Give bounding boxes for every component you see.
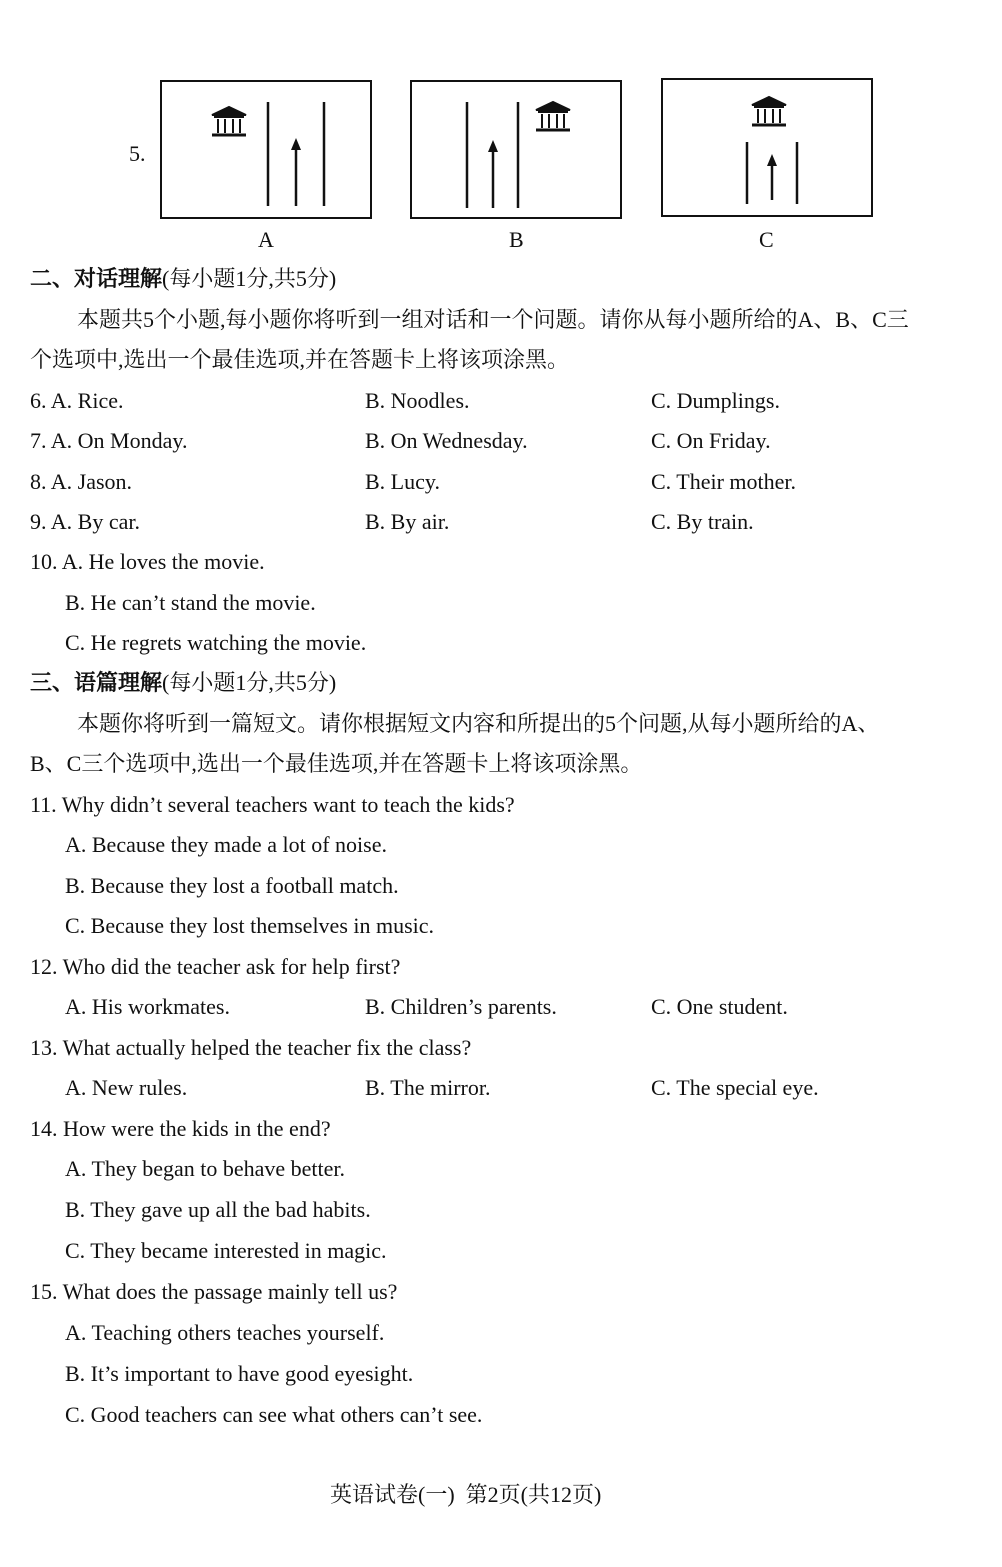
q13-stem: 13. What actually helped the teacher fix the class? xyxy=(30,1035,472,1060)
q12-option-c: C. One student. xyxy=(651,994,788,1019)
q9-option-b: B. By air. xyxy=(365,509,450,534)
q10-option-a: 10. A. He loves the movie. xyxy=(30,549,265,574)
q5-picture-b-drawing xyxy=(412,82,624,221)
q7-option-a: 7. A. On Monday. xyxy=(30,428,188,453)
q11-option-a: A. Because they made a lot of noise. xyxy=(65,832,387,857)
q6-option-c: C. Dumplings. xyxy=(651,388,780,413)
q9-option-c: C. By train. xyxy=(651,509,754,534)
section2-instruction-1: 本题共5个小题,每小题你将听到一组对话和一个问题。请你从每小题所给的A、B、C三 xyxy=(77,307,909,332)
direction-arrow xyxy=(767,154,777,200)
section2-title: 二、对话理解 xyxy=(30,266,163,291)
q12-option-b: B. Children’s parents. xyxy=(365,994,557,1019)
page-footer: 英语试卷(一) 第2页(共12页) xyxy=(330,1482,602,1507)
q14-option-b: B. They gave up all the bad habits. xyxy=(65,1197,371,1222)
direction-arrow xyxy=(488,140,498,208)
q5-number: 5. xyxy=(129,141,146,166)
q11-option-b: B. Because they lost a football match. xyxy=(65,873,399,898)
section3-instruction-2: B、C三个选项中,选出一个最佳选项,并在答题卡上将该项涂黑。 xyxy=(30,751,643,776)
q13-option-c: C. The special eye. xyxy=(651,1075,819,1100)
q14-stem: 14. How were the kids in the end? xyxy=(30,1116,331,1141)
q11-stem: 11. Why didn’t several teachers want to teach the kids? xyxy=(30,792,515,817)
q5-picture-a-drawing xyxy=(162,82,374,221)
q5-picture-c-drawing xyxy=(663,80,875,222)
section3-instruction-1: 本题你将听到一篇短文。请你根据短文内容和所提出的5个问题,从每小题所给的A、 xyxy=(77,711,880,736)
section2-instruction-2: 个选项中,选出一个最佳选项,并在答题卡上将该项涂黑。 xyxy=(30,347,570,372)
section3-heading xyxy=(30,670,336,696)
section3-title: 三、语篇理解 xyxy=(30,670,163,695)
q11-option-c: C. Because they lost themselves in music. xyxy=(65,913,435,938)
q6-option-a: 6. A. Rice. xyxy=(30,388,124,413)
q5-picture-c xyxy=(661,78,873,217)
q15-option-a: A. Teaching others teaches yourself. xyxy=(65,1320,385,1345)
q13-option-b: B. The mirror. xyxy=(365,1075,491,1100)
q12-stem: 12. Who did the teacher ask for help first? xyxy=(30,954,401,979)
q8-option-a: 8. A. Jason. xyxy=(30,469,133,494)
q15-option-c: C. Good teachers can see what others can’t see. xyxy=(65,1402,483,1427)
q5-label-b: B xyxy=(509,227,524,252)
q13-option-a: A. New rules. xyxy=(65,1075,188,1100)
q5-picture-a xyxy=(160,80,372,219)
q6-option-b: B. Noodles. xyxy=(365,388,470,413)
q5-label-c: C xyxy=(759,227,774,252)
building-icon xyxy=(752,97,786,125)
building-icon xyxy=(536,102,570,130)
direction-arrow xyxy=(291,138,301,206)
q15-stem: 15. What does the passage mainly tell us? xyxy=(30,1279,398,1304)
q5-label-a: A xyxy=(258,227,274,252)
section3-note: (每小题1分,共5分) xyxy=(162,670,337,695)
q8-option-b: B. Lucy. xyxy=(365,469,440,494)
q7-option-c: C. On Friday. xyxy=(651,428,771,453)
q8-option-c: C. Their mother. xyxy=(651,469,797,494)
q5-picture-b xyxy=(410,80,622,219)
q10-option-b: B. He can’t stand the movie. xyxy=(65,590,316,615)
section2-heading xyxy=(30,266,336,292)
q12-option-a: A. His workmates. xyxy=(65,994,230,1019)
section2-note: (每小题1分,共5分) xyxy=(162,266,337,291)
building-icon xyxy=(212,107,246,135)
q14-option-a: A. They began to behave better. xyxy=(65,1156,345,1181)
q9-option-a: 9. A. By car. xyxy=(30,509,140,534)
q14-option-c: C. They became interested in magic. xyxy=(65,1238,387,1263)
q7-option-b: B. On Wednesday. xyxy=(365,428,528,453)
q10-option-c: C. He regrets watching the movie. xyxy=(65,630,367,655)
q15-option-b: B. It’s important to have good eyesight. xyxy=(65,1361,414,1386)
